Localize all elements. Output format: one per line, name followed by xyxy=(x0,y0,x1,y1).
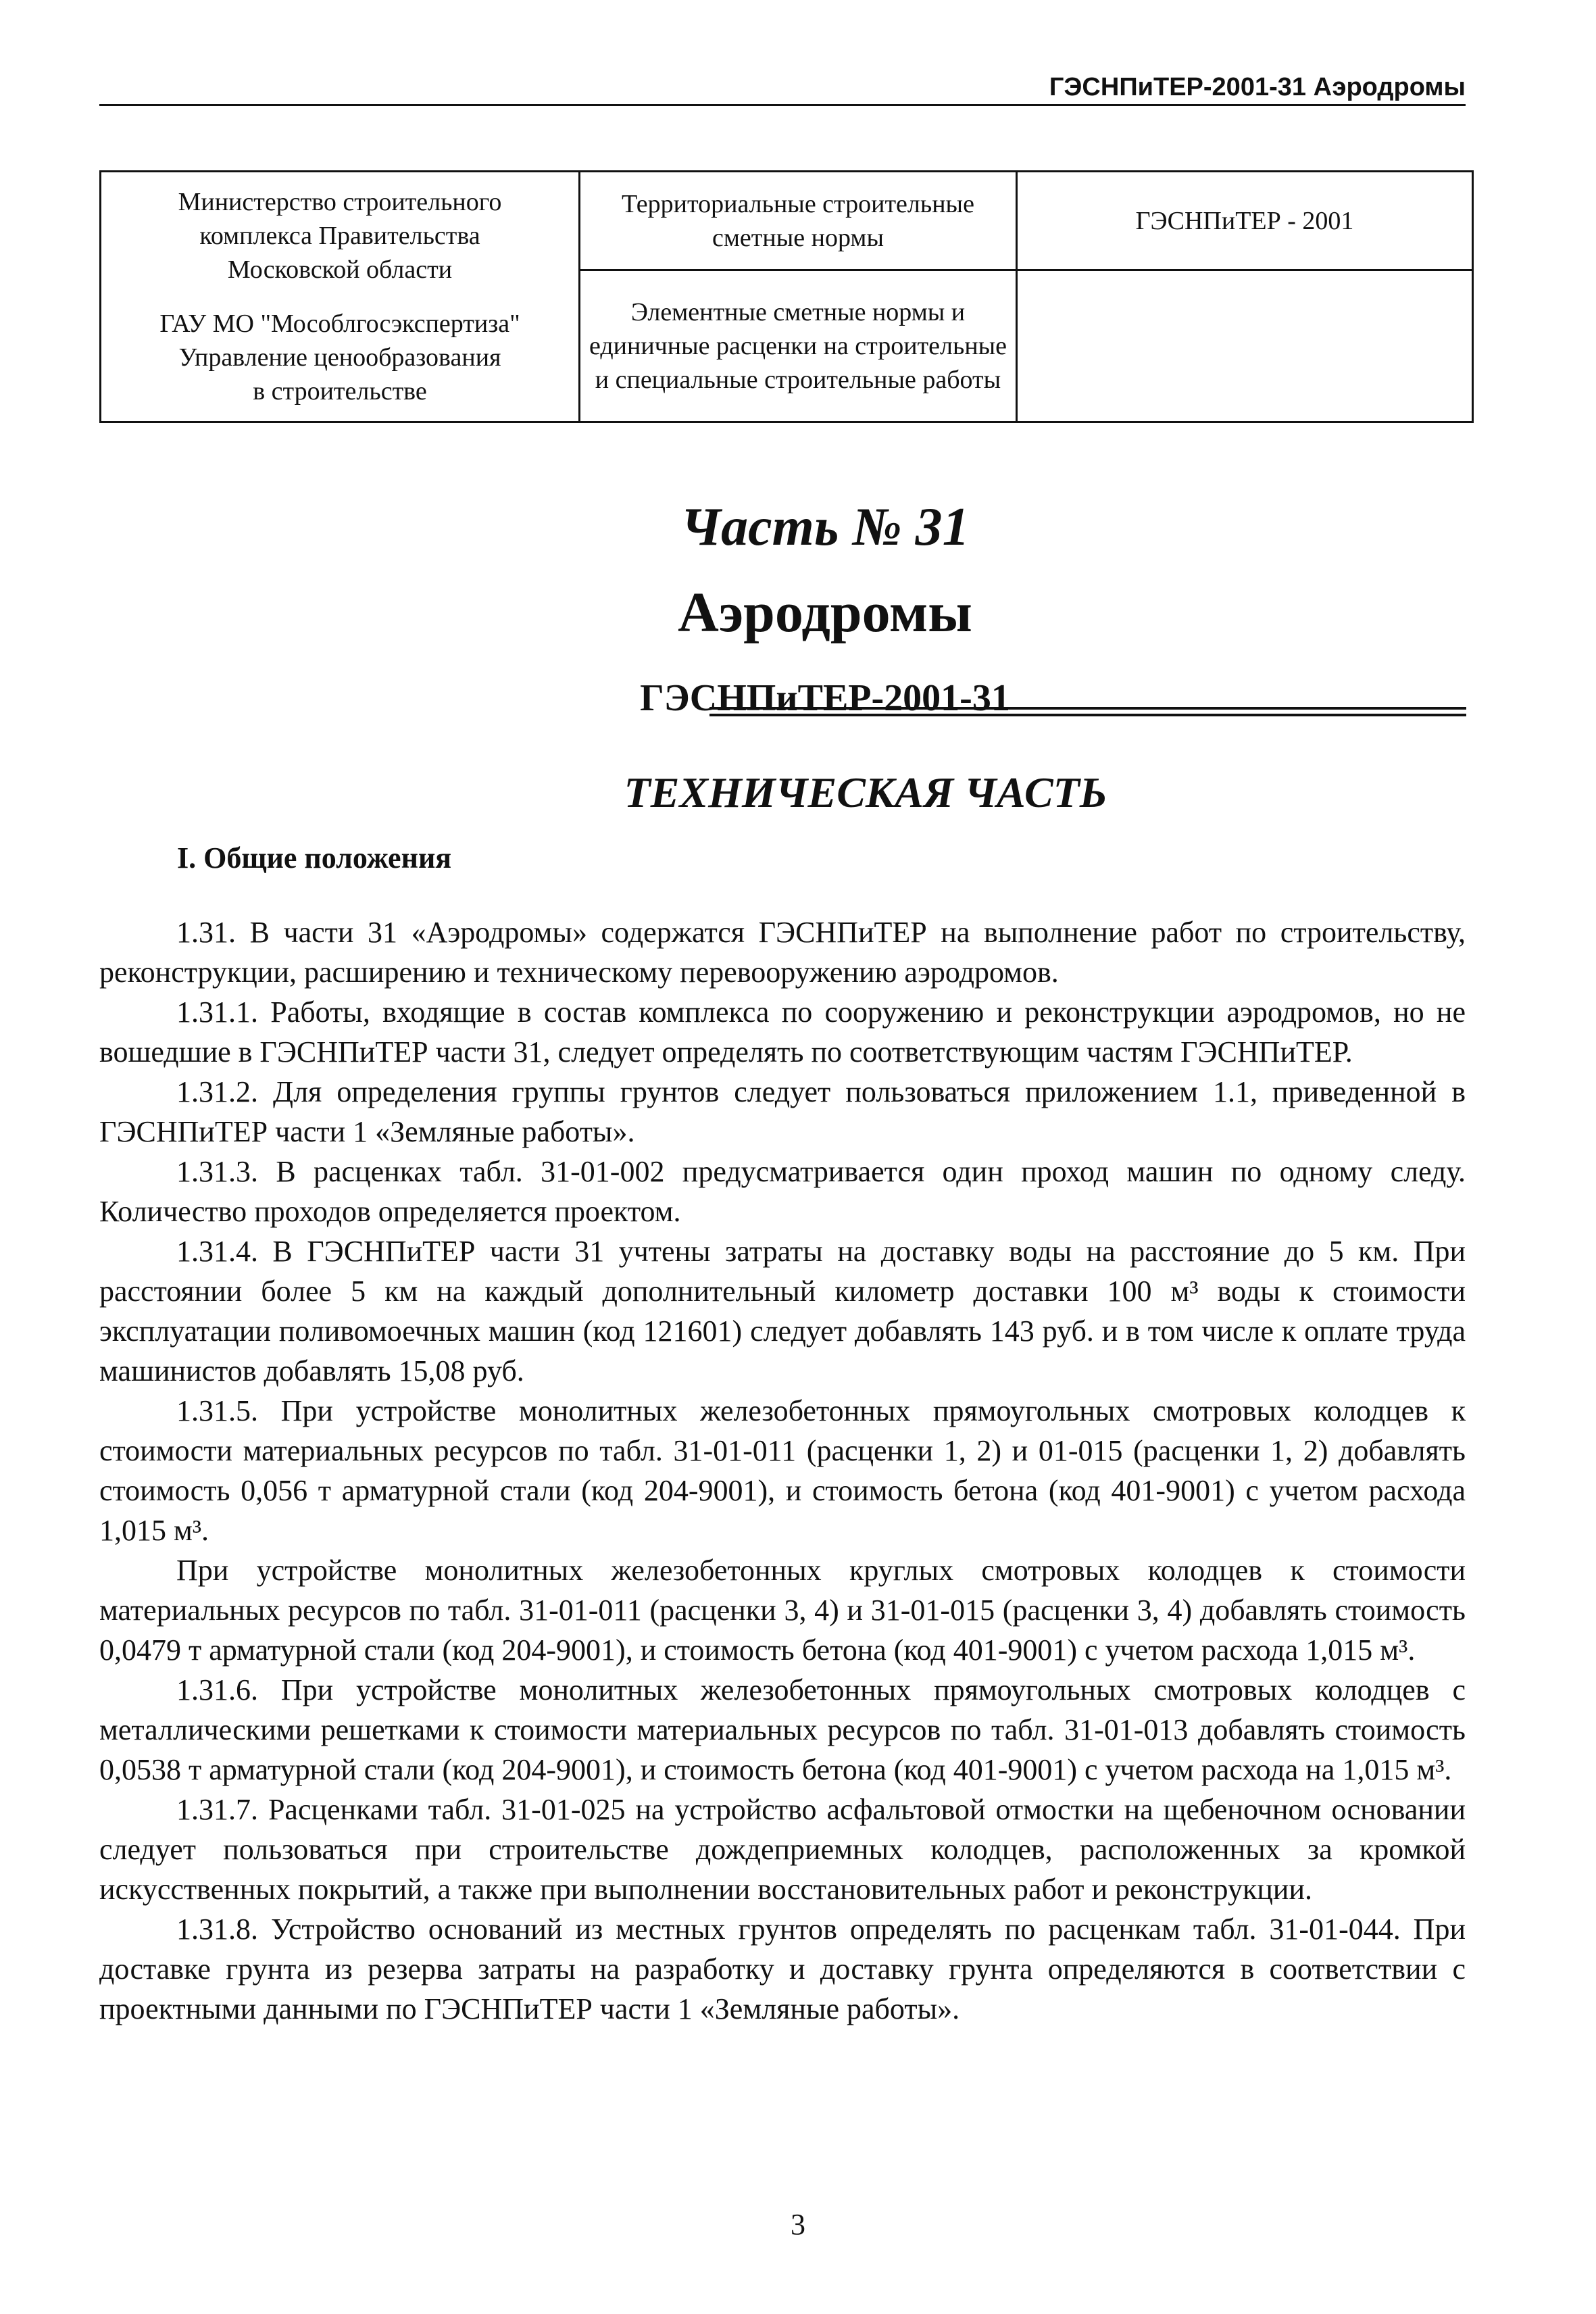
ministry-block xyxy=(109,175,570,297)
paragraph: 1.31.8. Устройство оснований из местных грунтов определять по расценкам табл. 31-01-044. При доставке грунта из резерва затраты на разработку и доставку грунта определяются в соответствии с проектными данными по ГЭСНПиТЕР части 1 «Земляные работы». xyxy=(99,1913,1466,2025)
code-title: ГЭСНПиТЕР-2001-31 xyxy=(640,677,1010,719)
running-header: ГЭСНПиТЕР-2001-31 Аэродромы xyxy=(99,70,1466,106)
issuer-cell xyxy=(101,172,580,422)
norms-type-cell: Территориальные строительные сметные нормы xyxy=(580,172,1017,270)
empty-cell xyxy=(1017,270,1473,422)
document-meta-table xyxy=(99,170,1474,423)
title-divider xyxy=(709,707,1466,716)
ministry-line: Министерство строительного xyxy=(178,188,502,216)
main-title: Аэродромы xyxy=(678,581,972,644)
body-text xyxy=(99,912,1466,2029)
paragraph: При устройстве монолитных железобетонных круглых смотровых колодцев к стоимости материальных ресурсов по табл. 31-01-011 (расценки 3, 4) и 31-01-015 (расценки 3, 4) добавлять стоимость 0,0479 т арматурной стали (код 204-9001), и стоимость бетона (код 401-9001) с учетом расхода 1,015 м³. xyxy=(99,1554,1466,1667)
paragraph: 1.31.7. Расценками табл. 31-01-025 на устройство асфальтовой отмостки на щебеночном основании следует пользоваться при строительстве дождеприемных колодцев, расположенных за кромкой искусственных покрытий, а также при выполнении восстановительных работ и реконструкции. xyxy=(99,1793,1466,1906)
paragraph: 1.31.6. При устройстве монолитных железобетонных прямоугольных смотровых колодцев с металлическими решетками к стоимости материальных ресурсов по табл. 31-01-013 добавлять стоимость 0,0538 т арматурной стали (код 204-9001), и стоимость бетона (код 401-9001) с учетом расхода на 1,015 м³. xyxy=(99,1673,1466,1786)
paragraph: 1.31.4. В ГЭСНПиТЕР части 31 учтены затраты на доставку воды на расстояние до 5 км. При расстоянии более 5 км на каждый дополнительный километр доставки 100 м³ воды к стоимости эксплуатации поливомоечных машин (код 121601) следует добавлять 143 руб. и в том числе к оплате труда машинистов добавлять 15,08 руб. xyxy=(99,1235,1466,1387)
ministry-line: комплекса Правительства xyxy=(199,222,480,250)
agency-line: Управление ценообразования xyxy=(178,343,501,372)
page-number: 3 xyxy=(791,2208,805,2241)
ministry-line: Московской области xyxy=(227,255,453,284)
section-heading: I. Общие положения xyxy=(177,841,452,875)
agency-line: ГАУ МО "Мособлгосэкспертиза" xyxy=(159,310,520,338)
paragraph: 1.31.5. При устройстве монолитных железобетонных прямоугольных смотровых колодцев к стоимости материальных ресурсов по табл. 31-01-011 (расценки 1, 2) и 01-015 (расценки 1, 2) добавлять стоимость 0,056 т арматурной стали (код 204-9001), и стоимость бетона (код 401-9001) с учетом расхода 1,015 м³. xyxy=(99,1394,1466,1547)
part-title: Часть № 31 xyxy=(680,497,970,557)
agency-line: в строительстве xyxy=(253,377,427,405)
norms-code-cell: ГЭСНПиТЕР - 2001 xyxy=(1017,172,1473,270)
agency-block xyxy=(109,297,570,418)
title-block xyxy=(0,493,1596,722)
paragraph: 1.31.2. Для определения группы грунтов следует пользоваться приложением 1.1, приведенной в ГЭСНПиТЕР части 1 «Земляные работы». xyxy=(99,1075,1466,1148)
paragraph: 1.31. В части 31 «Аэродромы» содержатся ГЭСНПиТЕР на выполнение работ по строительству, реконструкции, расширению и техническому перевооружению аэродромов. xyxy=(99,916,1466,989)
paragraph: 1.31.3. В расценках табл. 31-01-002 предусматривается один проход машин по одному следу. Количество проходов определяется проектом. xyxy=(99,1155,1466,1228)
technical-part-title: ТЕХНИЧЕСКАЯ ЧАСТЬ xyxy=(624,768,1107,816)
paragraph: 1.31.1. Работы, входящие в состав комплекса по сооружению и реконструкции аэродромов, но не вошедшие в ГЭСНПиТЕР части 31, следует определять по соответствующим частям ГЭСНПиТЕР. xyxy=(99,995,1466,1068)
norms-description-cell: Элементные сметные нормы и единичные расценки на строительные и специальные строительные работы xyxy=(580,270,1017,422)
